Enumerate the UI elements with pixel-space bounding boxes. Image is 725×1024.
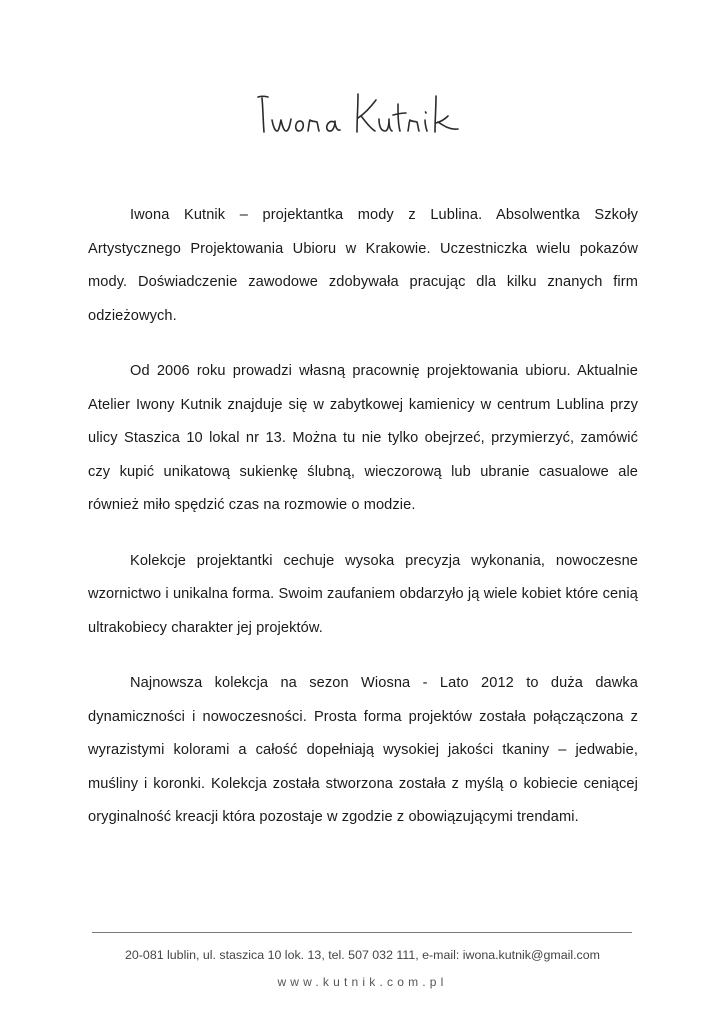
paragraph-new-collection: Najnowsza kolekcja na sezon Wiosna - Lato 2012 to duża dawka dynamiczności i nowoczesności. Prosta forma projektów została połączączona z wyrazistymi kolorami a całość dopełniają wysokiej jakości tkaniny – jedwabie, muśliny i koronki. Kolekcja została stworzona została z myślą o kobiecie ceniącej oryginalność kreacji która pozostaje w zgodzie z obowiązującymi trendami. <box>88 675 638 825</box>
paragraph-collections: Kolekcje projektantki cechuje wysoka precyzja wykonania, nowoczesne wzornictwo i unikalna forma. Swoim zaufaniem obdarzyło ją wiele kobiet które cenią ultrakobiecy charakter jej projektów. <box>88 552 638 636</box>
handwritten-signature <box>254 86 478 142</box>
footer-website: www.kutnik.com.pl <box>277 975 448 989</box>
paragraph-bio: Iwona Kutnik – projektantka mody z Lublina. Absolwentka Szkoły Artystycznego Projektowania Ubioru w Krakowie. Uczestniczka wielu pokazów mody. Doświadczenie zawodowe zdobywała pracując dla kilku znanych firm odzieżowych. <box>88 207 638 324</box>
signature-logo <box>254 86 478 142</box>
footer-contact-info: 20-081 lublin, ul. staszica 10 lok. 13, tel. 507 032 111, e-mail: iwona.kutnik@gmail.com <box>125 948 600 962</box>
paragraph-atelier: Od 2006 roku prowadzi własną pracownię projektowania ubioru. Aktualnie Atelier Iwony Kutnik znajduje się w zabytkowej kamienicy w centrum Lublina przy ulicy Staszica 10 lokal nr 13. Można tu nie tylko obejrzeć, przymierzyć, zamówić czy kupić unikatową sukienkę ślubną, wieczorową lub ubranie casualowe ale również miło spędzić czas na rozmowie o modzie. <box>88 363 638 513</box>
document-body <box>88 199 638 857</box>
footer-divider <box>92 932 632 933</box>
